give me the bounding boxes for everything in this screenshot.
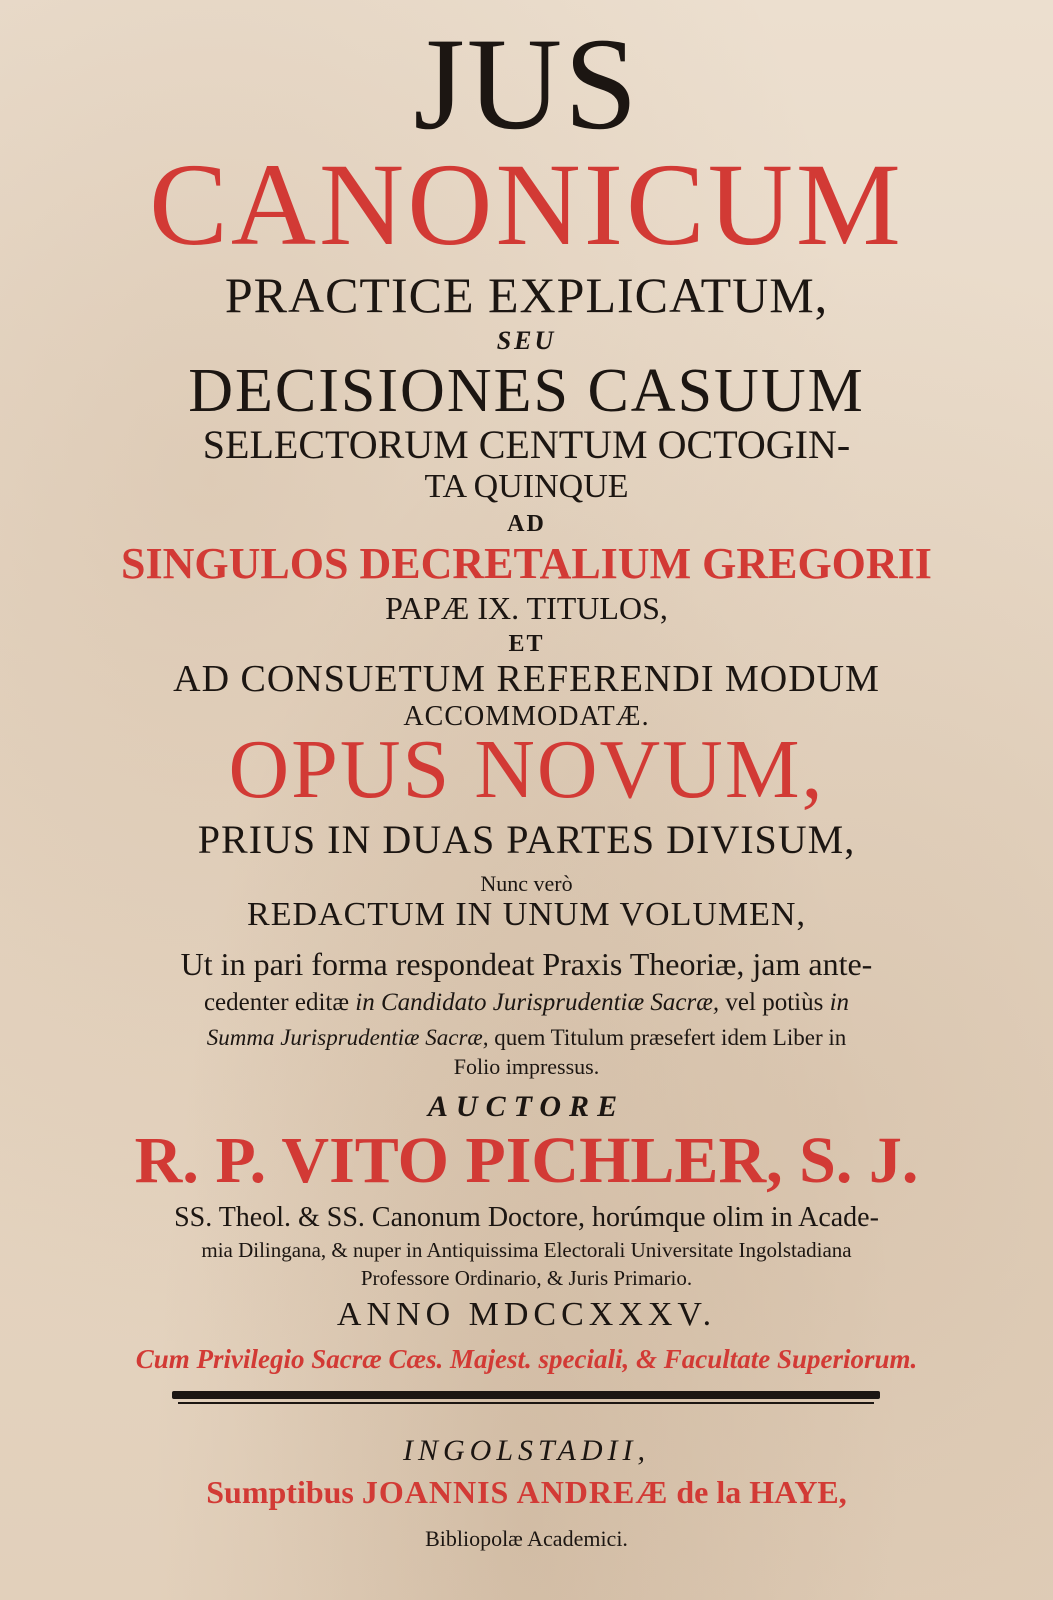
publisher-de-la-haye: de la HAYE, (668, 1474, 847, 1510)
subtitle-papae: PAPÆ IX. TITULOS, (385, 590, 668, 626)
text-summa-title: Summa Jurisprudentiæ Sacræ, (206, 1025, 489, 1050)
subtitle-quinque: TA QUINQUE (424, 468, 629, 505)
subtitle-consuetum: AD CONSUETUM REFERENDI MODUM (173, 658, 880, 700)
text-dilingana: mia Dilingana, & nuper in Antiquissima Electorali Universitate Ingolstadiana (201, 1238, 852, 1262)
title-opus-novum: OPUS NOVUM, (228, 723, 825, 816)
subtitle-nunc-vero: Nunc verò (480, 871, 573, 896)
text-ut-in-pari: Ut in pari forma respondeat Praxis Theoriæ, jam ante- (180, 946, 873, 982)
subtitle-redactum: REDACTUM IN UNUM VOLUMEN, (247, 896, 806, 933)
subtitle-practice: PRACTICE EXPLICATUM, (224, 267, 829, 323)
word-seu: SEU (496, 326, 557, 355)
author-name: R. P. VITO PICHLER, S. J. (134, 1124, 919, 1197)
text-folio: Folio impressus. (453, 1054, 600, 1079)
imprint-year: ANNO MDCCXXXV. (336, 1296, 717, 1333)
text-in: in (829, 989, 850, 1016)
text-cedenter (0, 990, 1053, 1015)
word-ad: AD (507, 511, 546, 537)
text-cedenter-a: cedenter editæ (203, 989, 356, 1016)
subtitle-prius: PRIUS IN DUAS PARTES DIVISUM, (197, 817, 856, 862)
imprint-place: INGOLSTADII, (403, 1434, 650, 1467)
ornamental-rule-thin (178, 1402, 874, 1404)
publisher-sumptibus: Sumptibus (206, 1474, 362, 1510)
subtitle-singulos: SINGULOS DECRETALIUM GREGORII (121, 539, 932, 588)
word-et: ET (508, 631, 545, 657)
subtitle-accommodatae: ACCOMMODATÆ. (403, 701, 650, 732)
imprint-bibliopolae: Bibliopolæ Academici. (425, 1526, 628, 1551)
publisher-name: JOANNIS ANDREÆ (361, 1474, 669, 1510)
text-summa (0, 1026, 1053, 1049)
text-privilegio: Cum Privilegio Sacræ Cæs. Majest. speciali, & Facultate Superiorum. (135, 1344, 918, 1374)
text-quem-titulum: quem Titulum præsefert idem Liber in (488, 1025, 847, 1050)
text-ss-theol: SS. Theol. & SS. Canonum Doctore, horúmque olim in Acade- (174, 1202, 879, 1233)
ornamental-rule (172, 1391, 880, 1399)
imprint-publisher (0, 1476, 1053, 1508)
title-canonicum: CANONICUM (149, 139, 904, 270)
word-auctore: AUCTORE (427, 1090, 626, 1123)
text-professore: Professore Ordinario, & Juris Primario. (360, 1266, 693, 1290)
subtitle-selectorum: SELECTORUM CENTUM OCTOGIN- (202, 422, 851, 467)
title-jus: JUS (413, 10, 640, 157)
subtitle-decisiones: DECISIONES CASUUM (188, 357, 865, 425)
text-vel-potius: vel potiùs (719, 989, 830, 1016)
text-candidato: in Candidato Jurisprudentiæ Sacræ, (355, 989, 720, 1016)
